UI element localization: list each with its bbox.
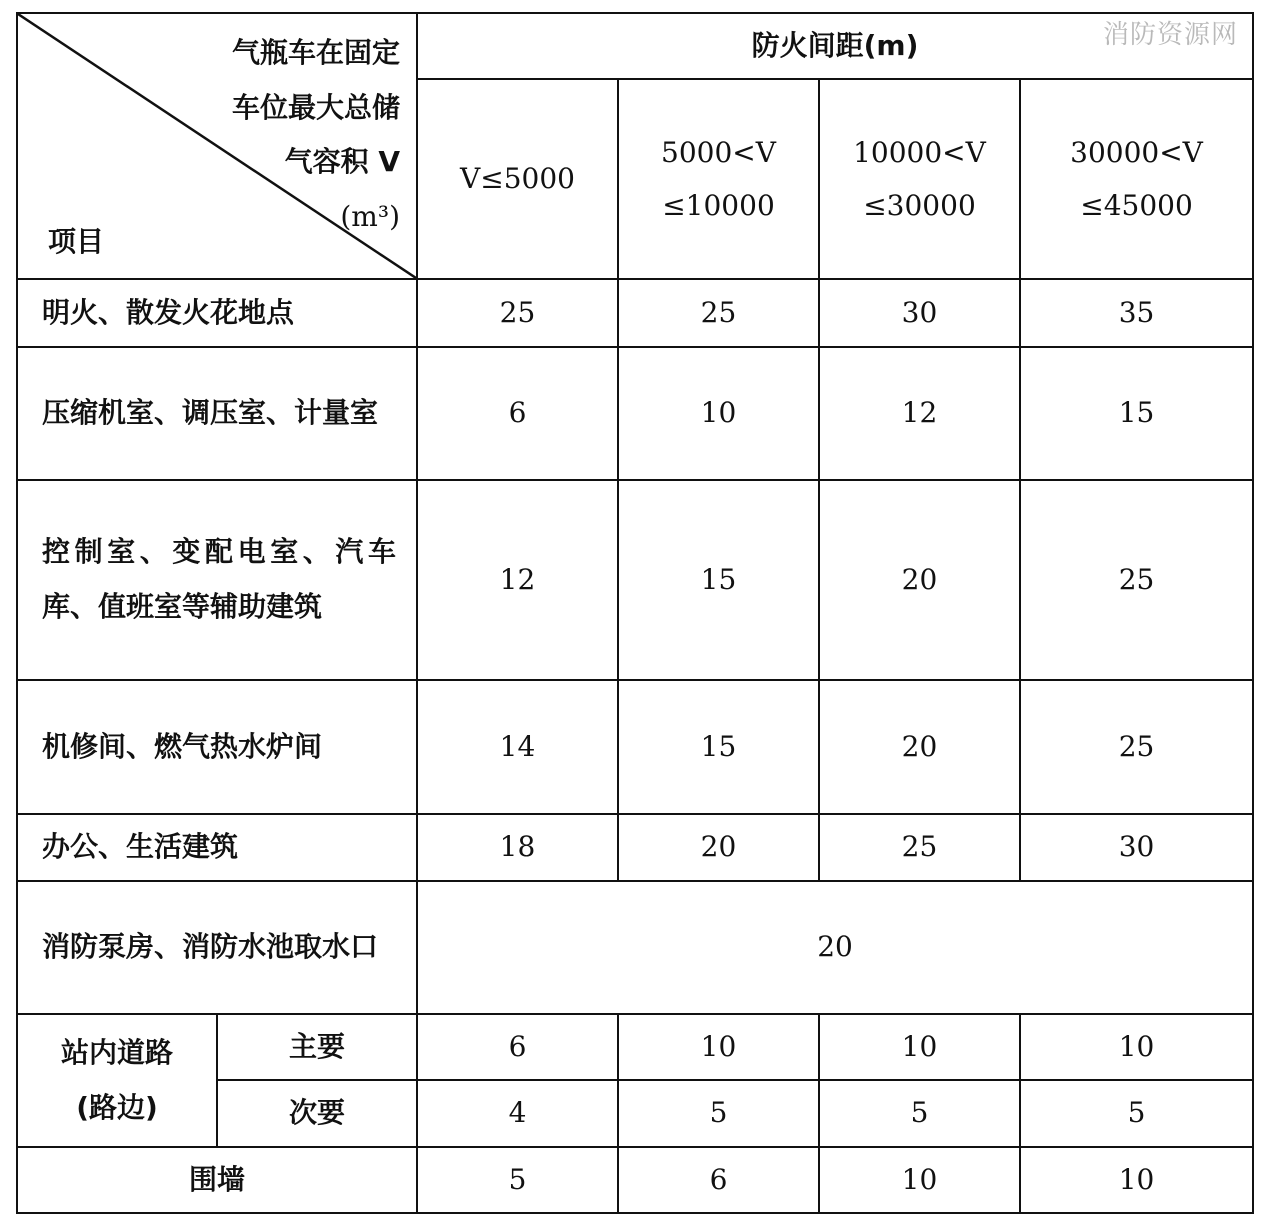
corner-line-3: 气容积 V: [284, 145, 400, 179]
table-row: [17, 881, 1253, 1014]
table-cell: 20: [819, 480, 1020, 680]
table-cell: 4: [417, 1080, 618, 1147]
table-cell: 25: [819, 814, 1020, 881]
table-cell: 15: [618, 680, 819, 814]
table-cell: 10: [819, 1014, 1020, 1080]
column-header-2: 5000<V ≤10000: [618, 79, 819, 279]
table-cell: 5: [417, 1147, 618, 1213]
column-header-4: 30000<V ≤45000: [1020, 79, 1253, 279]
corner-line-1: 气瓶车在固定: [231, 36, 400, 69]
row-label: 明火、散发火花地点: [17, 279, 417, 347]
table-row: [17, 814, 1253, 881]
sub-row-label: 主要: [217, 1014, 417, 1080]
table-cell: 10: [618, 347, 819, 480]
group-header-fire-distance: 防火间距(m): [417, 13, 1253, 79]
table-cell: 10: [1020, 1147, 1253, 1213]
table-cell: 12: [819, 347, 1020, 480]
table-cell: 10: [1020, 1014, 1253, 1080]
watermark: 消防资源网: [1102, 20, 1238, 50]
table-cell: 25: [417, 279, 618, 347]
table-row: [17, 480, 1253, 680]
table-cell: 5: [618, 1080, 819, 1147]
table-cell: 30: [1020, 814, 1253, 881]
table-cell: 35: [1020, 279, 1253, 347]
row-label: 办公、生活建筑: [17, 814, 417, 881]
table-cell: 6: [417, 347, 618, 480]
table-cell: 25: [1020, 680, 1253, 814]
row-label: 压缩机室、调压室、计量室: [17, 347, 417, 480]
table-row: [17, 680, 1253, 814]
corner-column-caption: [232, 26, 400, 244]
row-label: 消防泵房、消防水池取水口: [17, 881, 417, 1014]
table-cell: 6: [417, 1014, 618, 1080]
table-cell: 20: [618, 814, 819, 881]
corner-line-2: 车位最大总储: [231, 90, 400, 124]
corner-line-4: (m³): [340, 199, 400, 233]
column-header-3: 10000<V ≤30000: [819, 79, 1020, 279]
row-label: 机修间、燃气热水炉间: [17, 680, 417, 814]
table-cell: 14: [417, 680, 618, 814]
sub-row-label: 次要: [217, 1080, 417, 1147]
table-cell: 18: [417, 814, 618, 881]
column-header-1: V≤5000: [417, 79, 618, 279]
table-cell: 5: [819, 1080, 1020, 1147]
corner-row-caption: 项目: [48, 225, 105, 259]
row-label: 站内道路(路边): [17, 1014, 217, 1147]
fire-distance-table: [16, 12, 1254, 1214]
table-row: [17, 347, 1253, 480]
merged-table-cell: 20: [417, 881, 1253, 1014]
row-label: 围墙: [17, 1147, 417, 1213]
table-cell: 25: [618, 279, 819, 347]
table-cell: 15: [618, 480, 819, 680]
table-cell: 25: [1020, 480, 1253, 680]
table-cell: 30: [819, 279, 1020, 347]
table-cell: 6: [618, 1147, 819, 1213]
table-cell: 12: [417, 480, 618, 680]
table-cell: 10: [618, 1014, 819, 1080]
header-corner-cell: [17, 13, 417, 279]
table-row: [17, 1147, 1253, 1213]
table-cell: 10: [819, 1147, 1020, 1213]
table-cell: 20: [819, 680, 1020, 814]
table-cell: 5: [1020, 1080, 1253, 1147]
row-label: 控制室、变配电室、汽车库、值班室等辅助建筑: [17, 480, 417, 680]
table-row: [17, 1014, 1253, 1080]
table-cell: 15: [1020, 347, 1253, 480]
table-row: [17, 279, 1253, 347]
